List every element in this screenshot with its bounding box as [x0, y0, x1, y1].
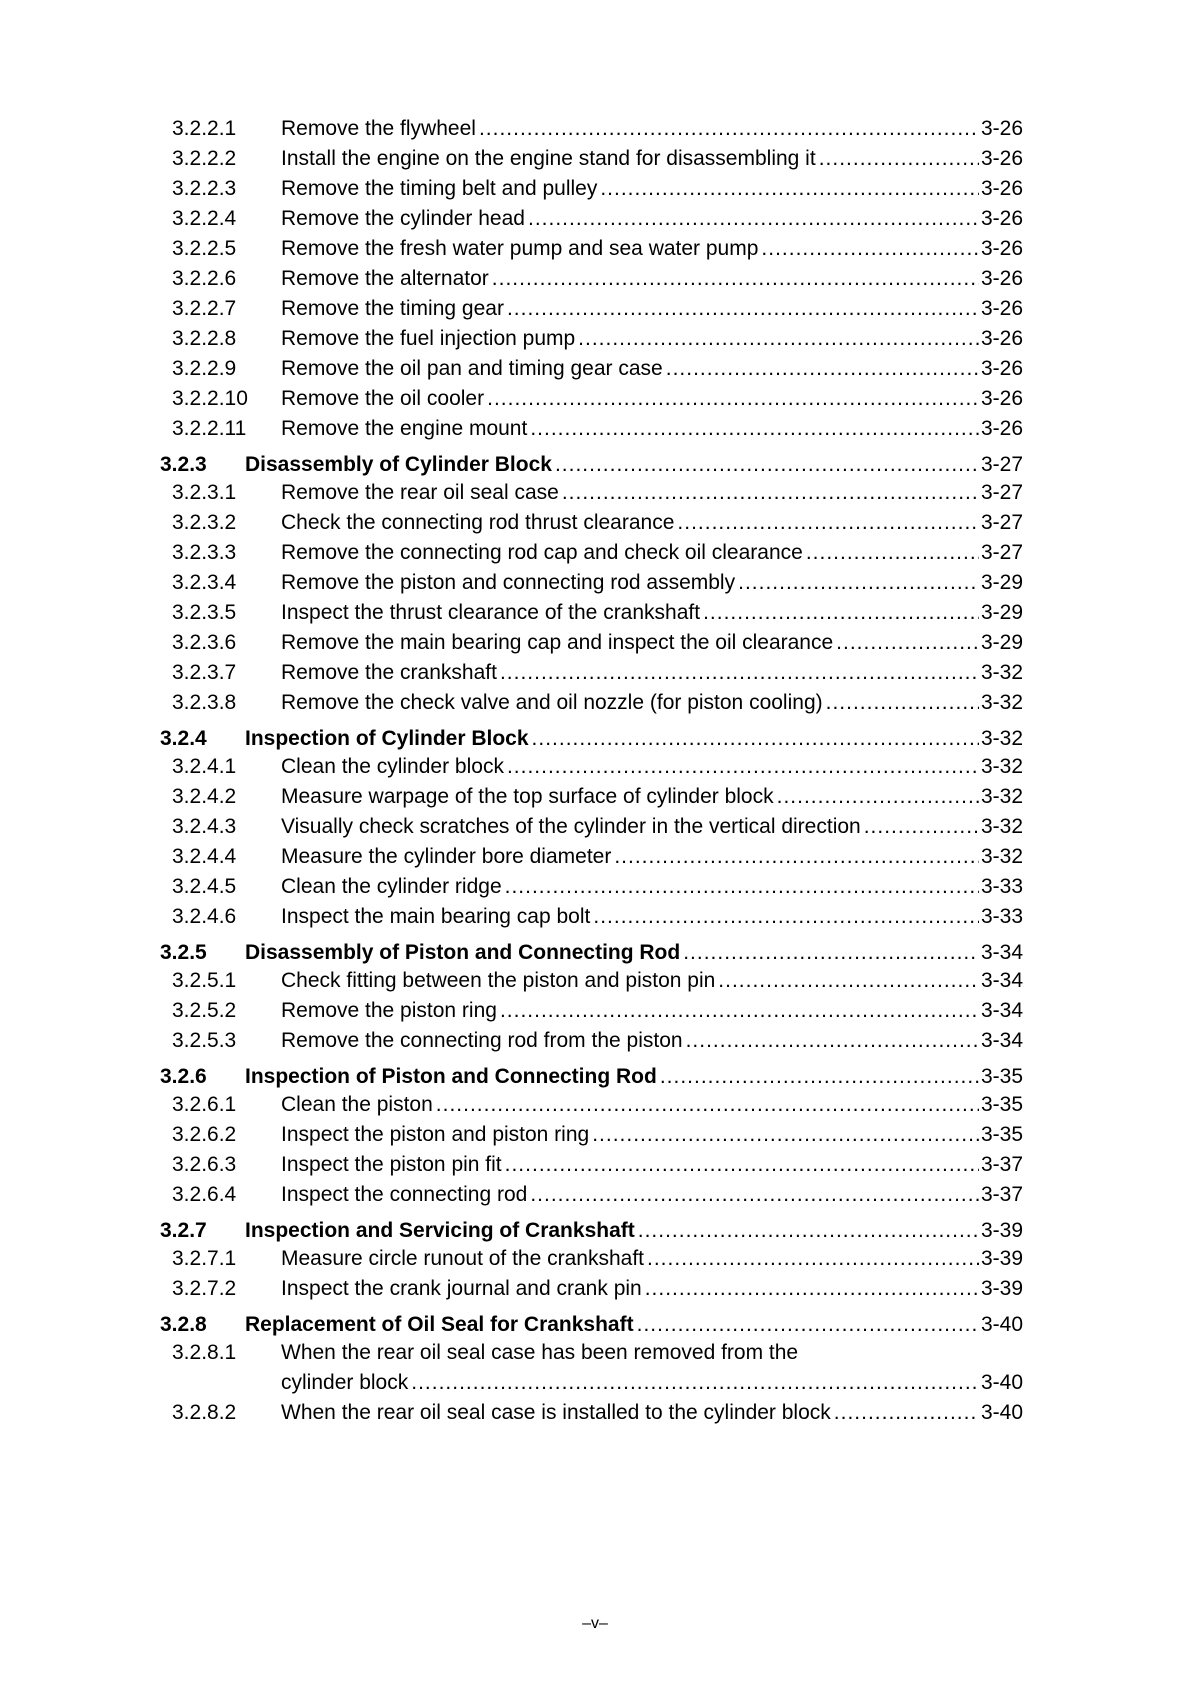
- toc-page-number[interactable]: 3-35: [980, 1065, 1023, 1088]
- toc-page-number[interactable]: 3-26: [980, 327, 1023, 350]
- toc-page-number[interactable]: 3-39: [980, 1219, 1023, 1242]
- toc-entry[interactable]: [0, 902, 1190, 932]
- dot-leader: [686, 1026, 979, 1056]
- toc-entry-continuation[interactable]: [0, 1368, 1190, 1398]
- toc-entry[interactable]: [0, 174, 1190, 204]
- toc-page-number[interactable]: 3-29: [980, 571, 1023, 594]
- toc-page-number[interactable]: 3-32: [980, 691, 1023, 714]
- toc-entry-number: 3.2.8.1: [172, 1341, 237, 1364]
- toc-entry-title: Remove the connecting rod cap and check oil clearance: [281, 541, 803, 564]
- toc-entry[interactable]: [0, 842, 1190, 872]
- toc-section-entry[interactable]: [0, 1062, 1190, 1092]
- dot-leader: [411, 1368, 979, 1398]
- toc-entry-title-line: [281, 1120, 1023, 1150]
- dot-leader: [532, 724, 979, 754]
- dot-leader: [505, 1150, 979, 1180]
- toc-page-number[interactable]: 3-39: [980, 1277, 1023, 1300]
- toc-entry-title: Inspect the main bearing cap bolt: [281, 905, 591, 928]
- toc-entry-number: 3.2.2.6: [172, 267, 237, 290]
- toc-entry[interactable]: [0, 204, 1190, 234]
- toc-entry-title-line: [281, 568, 1023, 598]
- toc-entry-title: Remove the cylinder head: [281, 207, 525, 230]
- toc-entry-title-line: [245, 1216, 1023, 1246]
- toc-entry-title-line: [245, 724, 1023, 754]
- dot-leader: [683, 938, 979, 968]
- toc-entry[interactable]: [0, 144, 1190, 174]
- toc-entry-title-line: [281, 1244, 1023, 1274]
- toc-entry-title-line: [281, 538, 1023, 568]
- toc-entry-title: Remove the crankshaft: [281, 661, 497, 684]
- dot-leader: [487, 384, 979, 414]
- toc-entry-title: When the rear oil seal case is installed to the cylinder block: [281, 1401, 831, 1424]
- toc-entry-number: 3.2.2.5: [172, 237, 237, 260]
- dot-leader: [834, 1398, 979, 1428]
- toc-entry-title: Clean the cylinder ridge: [281, 875, 502, 898]
- toc-entry-title-line: [281, 688, 1023, 718]
- toc-page-number[interactable]: 3-34: [980, 1029, 1023, 1052]
- toc-entry-title: Inspection of Piston and Connecting Rod: [245, 1065, 657, 1088]
- toc-entry-number: 3.2.7.2: [172, 1277, 237, 1300]
- toc-entry-number: 3.2.5.3: [172, 1029, 237, 1052]
- toc-entry-number: 3.2.2.1: [172, 117, 237, 140]
- dot-leader: [507, 752, 979, 782]
- toc-entry-title: Inspect the piston and piston ring: [281, 1123, 590, 1146]
- dot-leader: [500, 996, 979, 1026]
- toc-entry[interactable]: [0, 1120, 1190, 1150]
- dot-leader: [505, 872, 979, 902]
- toc-entry[interactable]: [0, 996, 1190, 1026]
- toc-entry-title: Remove the fuel injection pump: [281, 327, 576, 350]
- dot-leader: [637, 1310, 979, 1340]
- toc-entry-number: 3.2.3: [160, 453, 207, 476]
- toc-entry-title: Remove the alternator: [281, 267, 489, 290]
- toc-entry[interactable]: [0, 628, 1190, 658]
- dot-leader: [645, 1274, 979, 1304]
- toc-entry-title: Remove the connecting rod from the piston: [281, 1029, 683, 1052]
- toc-entry[interactable]: [0, 234, 1190, 264]
- toc-entry-title-line: [281, 966, 1023, 996]
- toc-entry[interactable]: [0, 1026, 1190, 1056]
- toc-entry[interactable]: [0, 782, 1190, 812]
- dot-leader: [528, 204, 979, 234]
- toc-entry-title-line: [281, 872, 1023, 902]
- toc-page-number[interactable]: 3-37: [980, 1153, 1023, 1176]
- toc-entry[interactable]: [0, 1090, 1190, 1120]
- toc-entry-number: 3.2.4.5: [172, 875, 237, 898]
- toc-entry-number: 3.2.4.6: [172, 905, 237, 928]
- toc-entry-title-line: [281, 812, 1023, 842]
- toc-entry-title-line: [281, 324, 1023, 354]
- dot-leader: [592, 1120, 979, 1150]
- dot-leader: [479, 114, 979, 144]
- dot-leader: [614, 842, 979, 872]
- toc-page-number[interactable]: 3-32: [980, 815, 1023, 838]
- toc-section-entry[interactable]: [0, 724, 1190, 754]
- dot-leader: [507, 294, 979, 324]
- toc-entry-number: 3.2.4.1: [172, 755, 237, 778]
- toc-entry-number: 3.2.3.3: [172, 541, 237, 564]
- toc-entry-title-line: [281, 294, 1023, 324]
- dot-leader: [492, 264, 979, 294]
- toc-page-number[interactable]: 3-39: [980, 1247, 1023, 1270]
- toc-page-number[interactable]: 3-32: [980, 661, 1023, 684]
- toc-entry-title: Remove the oil pan and timing gear case: [281, 357, 663, 380]
- toc-entry-number: 3.2.3.4: [172, 571, 237, 594]
- toc-entry-title: Inspection of Cylinder Block: [245, 727, 529, 750]
- toc-page-number[interactable]: 3-33: [980, 875, 1023, 898]
- toc-section-entry[interactable]: [0, 450, 1190, 480]
- toc-page-number[interactable]: 3-27: [980, 511, 1023, 534]
- toc-entry[interactable]: [0, 414, 1190, 444]
- toc-page-number[interactable]: 3-26: [980, 417, 1023, 440]
- toc-entry-title: Inspect the crank journal and crank pin: [281, 1277, 642, 1300]
- toc-page-number[interactable]: 3-34: [980, 999, 1023, 1022]
- toc-entry-number: 3.2.3.5: [172, 601, 237, 624]
- toc-entry-number: 3.2.2.2: [172, 147, 237, 170]
- toc-entry-title: Remove the check valve and oil nozzle (for piston cooling): [281, 691, 823, 714]
- toc-entry-title: Inspect the piston pin fit: [281, 1153, 502, 1176]
- toc-entry[interactable]: [0, 264, 1190, 294]
- toc-entry-title: Clean the cylinder block: [281, 755, 504, 778]
- toc-entry-title: Check fitting between the piston and piston pin: [281, 969, 716, 992]
- toc-page-number[interactable]: 3-40: [980, 1371, 1023, 1394]
- toc-entry[interactable]: [0, 508, 1190, 538]
- toc-entry-number: 3.2.4.3: [172, 815, 237, 838]
- toc-entry[interactable]: [0, 384, 1190, 414]
- toc-entry-title: Clean the piston: [281, 1093, 433, 1116]
- toc-entry-title-line: [281, 354, 1023, 384]
- toc-entry-number: 3.2.6.2: [172, 1123, 237, 1146]
- toc-entry-title-line: [281, 658, 1023, 688]
- dot-leader: [703, 598, 979, 628]
- toc-entry-title-line: [281, 234, 1023, 264]
- toc-entry-number: 3.2.3.1: [172, 481, 237, 504]
- toc-entry-number: 3.2.5.2: [172, 999, 237, 1022]
- toc-section-entry[interactable]: [0, 938, 1190, 968]
- toc-entry[interactable]: [0, 324, 1190, 354]
- toc-entry-title-line: [281, 144, 1023, 174]
- toc-page-number[interactable]: 3-40: [980, 1401, 1023, 1424]
- toc-entry[interactable]: [0, 812, 1190, 842]
- toc-entry-title-line: [281, 478, 1023, 508]
- toc-entry-number: 3.2.6: [160, 1065, 207, 1088]
- toc-entry-title-line: [281, 1368, 1023, 1398]
- toc-page-number[interactable]: 3-33: [980, 905, 1023, 928]
- toc-entry-title: Remove the fresh water pump and sea water pump: [281, 237, 759, 260]
- dot-leader: [638, 1216, 979, 1246]
- dot-leader: [600, 174, 979, 204]
- dot-leader: [593, 902, 979, 932]
- toc-entry-title: Remove the flywheel: [281, 117, 476, 140]
- toc-entry-title-line: [281, 1274, 1023, 1304]
- toc-entry[interactable]: [0, 872, 1190, 902]
- dot-leader: [436, 1090, 979, 1120]
- toc-page-number[interactable]: 3-26: [980, 237, 1023, 260]
- dot-leader: [500, 658, 979, 688]
- toc-entry[interactable]: [0, 478, 1190, 508]
- toc-page-number[interactable]: 3-26: [980, 297, 1023, 320]
- toc-entry-number: 3.2.2.11: [172, 417, 247, 440]
- toc-entry-title-line: [281, 752, 1023, 782]
- toc-entry-title-line: [281, 782, 1023, 812]
- dot-leader: [530, 414, 979, 444]
- toc-entry-title: Measure warpage of the top surface of cylinder block: [281, 785, 774, 808]
- toc-entry[interactable]: [0, 568, 1190, 598]
- toc-entry-title: Remove the timing belt and pulley: [281, 177, 598, 200]
- toc-page-number[interactable]: 3-26: [980, 357, 1023, 380]
- toc-entry-number: 3.2.8.2: [172, 1401, 237, 1424]
- toc-entry[interactable]: [0, 658, 1190, 688]
- toc-page-number[interactable]: 3-32: [980, 785, 1023, 808]
- toc-entry-title: Measure circle runout of the crankshaft: [281, 1247, 645, 1270]
- dot-leader: [819, 144, 979, 174]
- toc-entry-title: Measure the cylinder bore diameter: [281, 845, 612, 868]
- toc-entry-title-line: [281, 1398, 1023, 1428]
- toc-section-entry[interactable]: [0, 1216, 1190, 1246]
- toc-entry-title-line: [281, 1090, 1023, 1120]
- toc-entry[interactable]: [0, 1150, 1190, 1180]
- dot-leader: [738, 568, 979, 598]
- toc-entry-number: 3.2.2.4: [172, 207, 237, 230]
- toc-entry-title: Remove the piston and connecting rod assembly: [281, 571, 736, 594]
- toc-entry-title: Remove the oil cooler: [281, 387, 485, 410]
- toc-page-number[interactable]: 3-29: [980, 631, 1023, 654]
- dot-leader: [555, 450, 979, 480]
- toc-entry-number: 3.2.2.3: [172, 177, 237, 200]
- toc-page-number[interactable]: 3-37: [980, 1183, 1023, 1206]
- toc-entry-title-line: [281, 508, 1023, 538]
- toc-entry-title-line: [281, 996, 1023, 1026]
- toc-entry[interactable]: [0, 688, 1190, 718]
- toc-entry-number: 3.2.5.1: [172, 969, 237, 992]
- toc-entry-number: 3.2.3.2: [172, 511, 237, 534]
- toc-page-number[interactable]: 3-40: [980, 1313, 1023, 1336]
- toc-entry[interactable]: [0, 1180, 1190, 1210]
- toc-entry-title-line: [281, 114, 1023, 144]
- toc-entry-title: Remove the piston ring: [281, 999, 497, 1022]
- toc-page-number[interactable]: 3-32: [980, 845, 1023, 868]
- dot-leader: [836, 628, 979, 658]
- toc-entry-title-line: [281, 628, 1023, 658]
- toc-page-number[interactable]: 3-32: [980, 755, 1023, 778]
- toc-entry-title: Disassembly of Piston and Connecting Rod: [245, 941, 681, 964]
- dot-leader: [660, 1062, 979, 1092]
- toc-entry-title-line: [281, 174, 1023, 204]
- dot-leader: [761, 234, 979, 264]
- toc-entry-title-line: [281, 414, 1023, 444]
- toc-entry[interactable]: [0, 114, 1190, 144]
- dot-leader: [777, 782, 979, 812]
- toc-entry[interactable]: [0, 294, 1190, 324]
- toc-entry-title: Replacement of Oil Seal for Crankshaft: [245, 1313, 634, 1336]
- dot-leader: [826, 688, 979, 718]
- toc-page-number[interactable]: 3-26: [980, 177, 1023, 200]
- toc-entry[interactable]: [0, 1398, 1190, 1428]
- toc-entry-title: Inspection and Servicing of Crankshaft: [245, 1219, 635, 1242]
- toc-entry-title: Visually check scratches of the cylinder in the vertical direction: [281, 815, 861, 838]
- dot-leader: [666, 354, 979, 384]
- toc-entry-title-line: [281, 1150, 1023, 1180]
- toc-entry[interactable]: [0, 752, 1190, 782]
- toc-entry-title: Install the engine on the engine stand for disassembling it: [281, 147, 816, 170]
- toc-entry-title: Remove the engine mount: [281, 417, 528, 440]
- toc-entry[interactable]: [0, 1274, 1190, 1304]
- toc-entry-title: Inspect the connecting rod: [281, 1183, 528, 1206]
- toc-entry-number: 3.2.6.1: [172, 1093, 237, 1116]
- toc-page-number[interactable]: 3-35: [980, 1093, 1023, 1116]
- toc-entry-number: 3.2.3.8: [172, 691, 237, 714]
- toc-page-number[interactable]: 3-26: [980, 387, 1023, 410]
- toc-entry-title-line: [281, 1026, 1023, 1056]
- toc-page-number[interactable]: 3-26: [980, 147, 1023, 170]
- toc-entry[interactable]: [0, 1338, 1190, 1368]
- dot-leader: [718, 966, 979, 996]
- toc-page-number[interactable]: 3-29: [980, 601, 1023, 624]
- toc-page-number[interactable]: 3-26: [980, 117, 1023, 140]
- toc-entry-title: Check the connecting rod thrust clearance: [281, 511, 675, 534]
- toc-entry-number: 3.2.2.10: [172, 387, 248, 410]
- toc-entry-title-line: [245, 938, 1023, 968]
- toc-page-number[interactable]: 3-26: [980, 267, 1023, 290]
- toc-entry-number: 3.2.6.3: [172, 1153, 237, 1176]
- toc-entry-number: 3.2.4: [160, 727, 207, 750]
- toc-page-number[interactable]: 3-32: [980, 727, 1023, 750]
- toc-entry-number: 3.2.5: [160, 941, 207, 964]
- toc-entry-title: Remove the rear oil seal case: [281, 481, 559, 504]
- toc-entry-title-line: [281, 598, 1023, 628]
- page-number-footer: –v–: [582, 1615, 608, 1632]
- toc-entry-title-line: [281, 1180, 1023, 1210]
- toc-entry-number: 3.2.7: [160, 1219, 207, 1242]
- toc-page-number[interactable]: 3-34: [980, 969, 1023, 992]
- toc-entry-number: 3.2.2.9: [172, 357, 237, 380]
- toc-entry-number: 3.2.2.8: [172, 327, 237, 350]
- toc-entry-title-line: [281, 264, 1023, 294]
- dot-leader: [578, 324, 979, 354]
- toc-entry[interactable]: [0, 538, 1190, 568]
- dot-leader: [677, 508, 979, 538]
- toc-entry-title-line: [281, 902, 1023, 932]
- toc-entry-title-line: [281, 842, 1023, 872]
- toc-entry[interactable]: [0, 354, 1190, 384]
- toc-entry-title-line: [281, 384, 1023, 414]
- toc-entry-title: When the rear oil seal case has been removed from the: [281, 1341, 799, 1364]
- toc-entry[interactable]: [0, 966, 1190, 996]
- toc-entry-title-line: [245, 1310, 1023, 1340]
- dot-leader: [864, 812, 979, 842]
- toc-entry-number: 3.2.3.7: [172, 661, 237, 684]
- toc-entry-title: Disassembly of Cylinder Block: [245, 453, 552, 476]
- dot-leader: [806, 538, 979, 568]
- dot-leader: [530, 1180, 979, 1210]
- toc-section-entry[interactable]: [0, 1310, 1190, 1340]
- toc-entry-title: Inspect the thrust clearance of the crankshaft: [281, 601, 701, 624]
- toc-entry-title: Remove the main bearing cap and inspect the oil clearance: [281, 631, 834, 654]
- toc-page-number[interactable]: 3-27: [980, 481, 1023, 504]
- toc-entry-title: cylinder block: [281, 1371, 409, 1394]
- toc-page-number[interactable]: 3-27: [980, 541, 1023, 564]
- toc-entry-number: 3.2.3.6: [172, 631, 237, 654]
- toc-page-number[interactable]: 3-26: [980, 207, 1023, 230]
- dot-leader: [647, 1244, 979, 1274]
- toc-entry-number: 3.2.2.7: [172, 297, 237, 320]
- toc-page-number[interactable]: 3-27: [980, 453, 1023, 476]
- dot-leader: [562, 478, 979, 508]
- toc-entry[interactable]: [0, 598, 1190, 628]
- toc-entry-number: 3.2.8: [160, 1313, 207, 1336]
- toc-entry-title-line: [245, 450, 1023, 480]
- toc-entry-title: Remove the timing gear: [281, 297, 504, 320]
- toc-entry[interactable]: [0, 1244, 1190, 1274]
- toc-page-number[interactable]: 3-35: [980, 1123, 1023, 1146]
- toc-entry-title-line: [281, 1338, 1023, 1368]
- toc-entry-title-line: [245, 1062, 1023, 1092]
- toc-entry-number: 3.2.4.4: [172, 845, 237, 868]
- toc-entry-title-line: [281, 204, 1023, 234]
- toc-entry-number: 3.2.6.4: [172, 1183, 237, 1206]
- toc-entry-number: 3.2.4.2: [172, 785, 237, 808]
- toc-entry-number: 3.2.7.1: [172, 1247, 237, 1270]
- toc-page-number[interactable]: 3-34: [980, 941, 1023, 964]
